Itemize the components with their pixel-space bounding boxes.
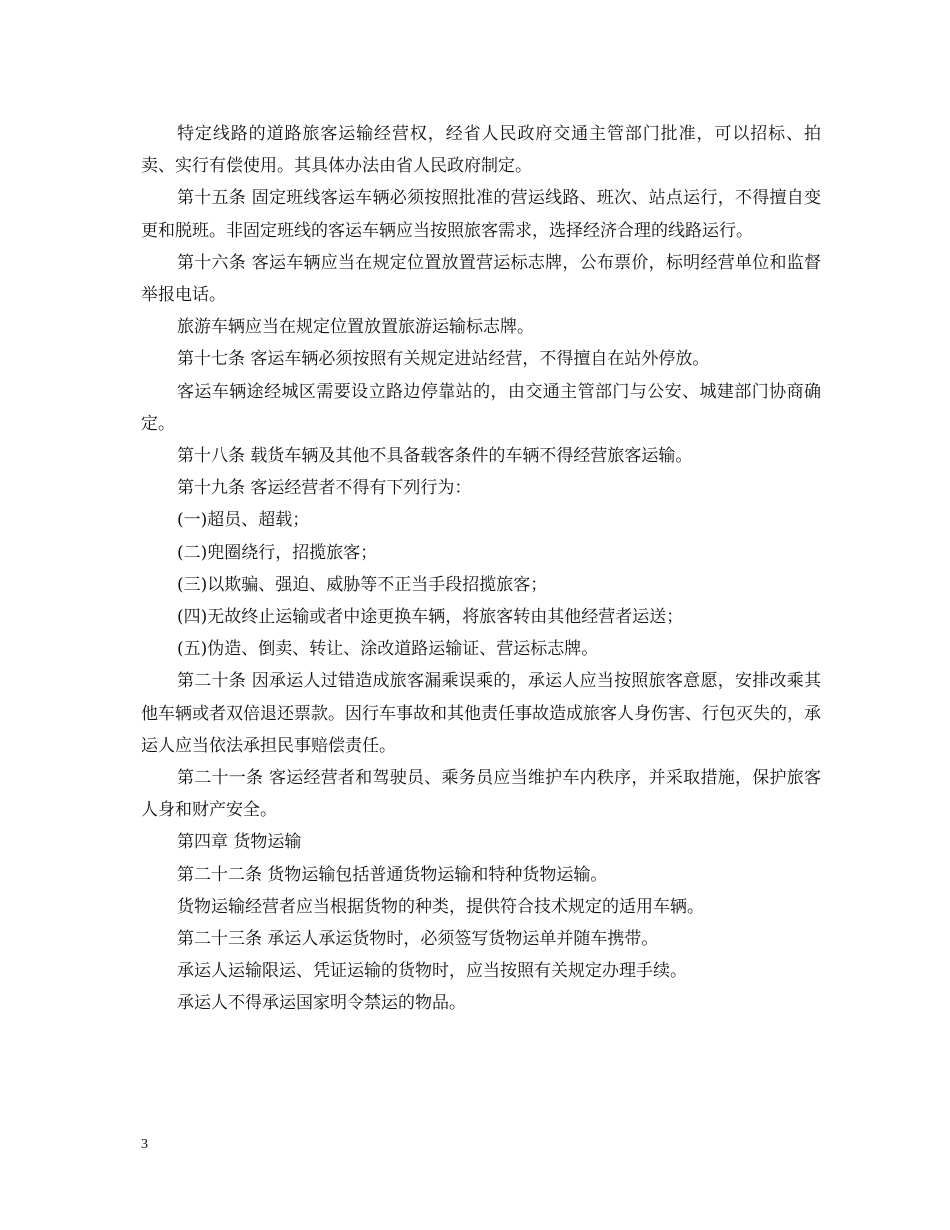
paragraph: 货物运输经营者应当根据货物的种类，提供符合技术规定的适用车辆。 (177, 896, 704, 917)
paragraph-article-16: 第十六条 客运车辆应当在规定位置放置营运标志牌，公布票价，标明经营单位和监督举报电话。 (141, 252, 821, 306)
list-item: (四)无故终止运输或者中途更换车辆，将旅客转由其他经营者运送； (177, 607, 684, 628)
document-body (141, 118, 821, 1020)
paragraph: 承运人运输限运、凭证运输的货物时，应当按照有关规定办理手续。 (177, 961, 687, 982)
list-item: (三)以欺骗、强迫、威胁等不正当手段招揽旅客； (177, 574, 548, 595)
paragraph-article-15: 第十五条 固定班线客运车辆必须按照批准的营运线路、班次、站点运行，不得擅自变更和脱班。非固定班线的客运车辆应当按照旅客需求，选择经济合理的线路运行。 (141, 188, 821, 241)
paragraph-article-23: 第二十三条 承运人承运货物时，必须签写货物运单并随车携带。 (177, 929, 659, 950)
paragraph-article-22: 第二十二条 货物运输包括普通货物运输和特种货物运输。 (177, 864, 608, 885)
chapter-heading: 第四章 货物运输 (177, 832, 302, 853)
paragraph: 客运车辆途经城区需要设立路边停靠站的，由交通主管部门与公安、城建部门协商确定。 (141, 381, 821, 434)
paragraph: 特定线路的道路旅客运输经营权，经省人民政府交通主管部门批准，可以招标、拍卖、实行有偿使用。其具体办法由省人民政府制定。 (141, 124, 821, 177)
list-item: (二)兜圈绕行，招揽旅客； (177, 542, 378, 563)
list-item: (五)伪造、倒卖、转让、涂改道路运输证、营运标志牌。 (177, 639, 599, 660)
paragraph-article-21: 第二十一条 客运经营者和驾驶员、乘务员应当维护车内秩序，并采取措施，保护旅客人身和财产安全。 (141, 768, 821, 821)
paragraph-article-20: 第二十条 因承运人过错造成旅客漏乘误乘的，承运人应当按照旅客意愿，安排改乘其他车辆或者双倍退还票款。因行车事故和其他责任事故造成旅客人身伤害、行包灭失的，承运人应当依法承担民事赔偿责任。 (141, 671, 821, 756)
paragraph-article-18: 第十八条 载货车辆及其他不具备载客条件的车辆不得经营旅客运输。 (177, 446, 693, 467)
paragraph-article-19: 第十九条 客运经营者不得有下列行为： (177, 478, 472, 499)
paragraph-article-17: 第十七条 客运车辆必须按照有关规定进站经营，不得擅自在站外停放。 (177, 349, 710, 370)
paragraph: 承运人不得承运国家明令禁运的物品。 (177, 993, 466, 1014)
page-number: 3 (141, 1137, 148, 1152)
list-item: (一)超员、超载； (177, 510, 310, 531)
paragraph: 旅游车辆应当在规定位置放置旅游运输标志牌。 (177, 317, 534, 338)
